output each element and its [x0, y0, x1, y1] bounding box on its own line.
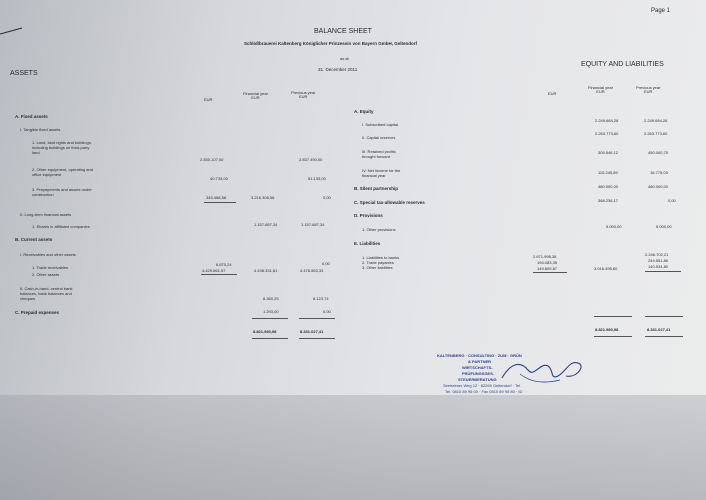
liabilities-col-financial-year: Financial year EUR	[588, 85, 613, 94]
special-reserves-py: 0,00	[668, 198, 676, 203]
assets-double-rule-py	[299, 338, 335, 339]
page-fold-shadow	[0, 395, 706, 500]
stamp-line-7: Tel. 0810 89 95 00 · Fax 0810 89 95 80 · ID	[445, 389, 523, 394]
other-provisions-py: 5.000,00	[656, 224, 672, 229]
other-liabilities-eur: 149.809,87	[537, 266, 558, 271]
stamp-line-1: KALTENBERG · CONSULTING · ZUM · GRÜN	[437, 353, 522, 358]
liabilities-col-eur: EUR	[548, 91, 557, 96]
land-buildings-label: 1. Land, land rights and buildings, including buildings on third-party land	[32, 140, 92, 156]
trade-receivables-label: 1. Trade receivables	[32, 265, 69, 270]
net-income-label: IV. Net income for the financial year	[362, 168, 401, 179]
tangible-assets-heading: I. Tangible fixed assets	[20, 127, 61, 132]
assets-col-eur: EUR	[204, 97, 213, 102]
silent-partnership-py: 480.000,00	[648, 184, 669, 189]
receivables-fy: 4.438.331,81	[254, 268, 278, 273]
assets-total-rule-py	[299, 318, 335, 319]
other-equipment-label: 2. Other equipment, operating and office equipment	[32, 167, 93, 178]
other-equipment-eur: 40.733,00	[210, 176, 228, 181]
retained-profits-label: III. Retained profits brought forward	[362, 149, 396, 160]
other-liabilities-label: 3. Other liabilities	[362, 265, 393, 270]
company-name: Schloßbrauerei Kaltenberg Königlicher Prinzessin von Bayern GmbH, Geltendorf	[244, 41, 418, 46]
receivables-py-b: 4.478.563,33	[300, 268, 324, 273]
liabilities-underline	[533, 272, 567, 273]
assets-col-previous-year: Previous year EUR	[291, 90, 316, 99]
liabilities-double-rule-fy	[594, 336, 632, 337]
special-reserves-label: C. Special tax-allowable reserves	[354, 200, 425, 205]
provisions-heading: D. Provisions	[354, 213, 383, 218]
assets-total-py: 8.331.027,41	[300, 329, 324, 334]
assets-total-rule-fy	[252, 318, 288, 319]
cash-label: II. Cash-in-hand, central bank balances, bank balances and cheques	[20, 286, 73, 302]
trade-payables-py: 249.551,86	[648, 258, 669, 263]
bank-liabilities-label: 1. Liabilities to banks	[362, 255, 400, 260]
net-income-fy: 115.245,89	[598, 170, 618, 175]
receivables-heading: I. Receivables and other assets	[20, 252, 76, 257]
prepayments-py: 0,00	[323, 195, 331, 200]
land-buildings-eur: 2.830.107,00	[200, 157, 224, 162]
retained-profits-fy: 305.546,12	[598, 150, 619, 155]
liabilities-total-rule-fy	[594, 316, 632, 317]
current-assets-heading: B. Current assets	[15, 237, 53, 242]
prepaid-expenses-py: 0,00	[323, 309, 331, 314]
liabilities-total-rule-py	[645, 316, 683, 317]
net-income-py: 16.775,09	[650, 170, 668, 175]
bank-liabilities-eur: 2.671.998,38	[533, 254, 557, 259]
other-assets-underline	[201, 274, 237, 275]
tangible-assets-total: 3.216.308,58	[251, 195, 275, 200]
pen-mark-icon	[0, 26, 24, 36]
page-number: Page 1	[651, 8, 671, 14]
prepayments-underline	[204, 202, 236, 203]
trade-receivables-eur: 8.670,24	[216, 262, 232, 267]
prepaid-expenses-heading: C. Prepaid expenses	[15, 310, 60, 315]
stamp-line-4: PRÜFUNGSGES.	[462, 371, 495, 376]
other-provisions-fy: 5.000,00	[606, 224, 622, 229]
silent-partnership-label: B. Silent partnership	[354, 186, 399, 191]
land-buildings-py: 2.837.490,00	[299, 157, 323, 162]
special-reserves-fy: 368.236,17	[598, 198, 619, 203]
subscribed-capital-label: I. Subscribed capital	[362, 122, 399, 127]
cash-py: 8.123,74	[313, 296, 329, 301]
liabilities-col-previous-year: Previous year EUR	[636, 85, 661, 94]
silent-partnership-fy: 480.000,00	[598, 184, 619, 189]
fixed-assets-heading: A. Fixed assets	[15, 114, 48, 119]
assets-total-fy: 8.821.980,98	[253, 329, 277, 334]
liabilities-section-heading: E. Liabilities	[354, 241, 381, 246]
receivables-py-a: 0,00	[322, 261, 330, 266]
as-at-label: as at	[340, 56, 349, 61]
liabilities-fy: 3.016.495,60	[594, 266, 618, 271]
financial-assets-fy: 1.157.687,34	[254, 222, 278, 227]
other-assets-eur: 4.429.661,57	[202, 268, 226, 273]
other-liabilities-py: 140.534,80	[648, 264, 669, 269]
trade-payables-eur: 194.083,35	[537, 260, 558, 265]
other-equipment-py: 51.133,00	[308, 176, 326, 181]
subscribed-capital-py: 2.249.684,28	[644, 118, 668, 123]
assets-heading: ASSETS	[10, 70, 38, 77]
stamp-line-5: STEUERBERATUNG	[458, 377, 497, 382]
liabilities-total-py: 8.331.027,41	[647, 327, 671, 332]
liabilities-heading: EQUITY AND LIABILITIES	[581, 61, 664, 68]
stamp-line-3: WIRTSCHAFTS-	[462, 365, 493, 370]
liabilities-double-rule-py	[645, 336, 683, 337]
cash-fy: 8.360,25	[263, 296, 279, 301]
subscribed-capital-fy: 2.249.684,28	[595, 118, 619, 123]
prepayments-label: 3. Prepayments and assets under construction	[32, 187, 92, 198]
assets-double-rule-fy	[252, 338, 288, 339]
trade-payables-label: 2. Trade payables	[362, 260, 394, 265]
document-title: BALANCE SHEET	[314, 28, 372, 35]
equity-heading: A. Equity	[354, 109, 374, 114]
stamp-line-2: & PARTNER	[468, 359, 492, 364]
shares-affiliated-label: 1. Shares in affiliated companies	[32, 224, 90, 229]
capital-reserves-py: 2.263.773,60	[644, 131, 668, 136]
capital-reserves-label: II. Capital reserves	[362, 135, 396, 140]
prepaid-expenses-fy: 1.293,00	[263, 309, 279, 314]
bank-liabilities-py: 2.246.702,21	[645, 252, 669, 257]
stamp-line-6: Seeheimer Weg 12 · 82269 Geltendorf · Tel.	[443, 383, 522, 388]
liabilities-total-fy: 8.821.980,98	[595, 327, 619, 332]
financial-assets-heading: II. Long-term financial assets	[20, 212, 72, 217]
capital-reserves-fy: 2.263.773,60	[595, 131, 619, 136]
liabilities-py-underline	[645, 271, 681, 272]
other-provisions-label: 1. Other provisions	[362, 227, 396, 232]
other-assets-label: 2. Other assets	[32, 272, 60, 277]
financial-assets-py: 1.157.687,34	[301, 222, 325, 227]
signature-icon	[500, 354, 584, 390]
prepayments-eur: 345.468,58	[206, 195, 227, 200]
balance-date: 31. December 2011	[318, 67, 358, 72]
assets-col-financial-year: Financial year EUR	[243, 91, 268, 100]
retained-profits-py: 450.000,70	[648, 150, 669, 155]
